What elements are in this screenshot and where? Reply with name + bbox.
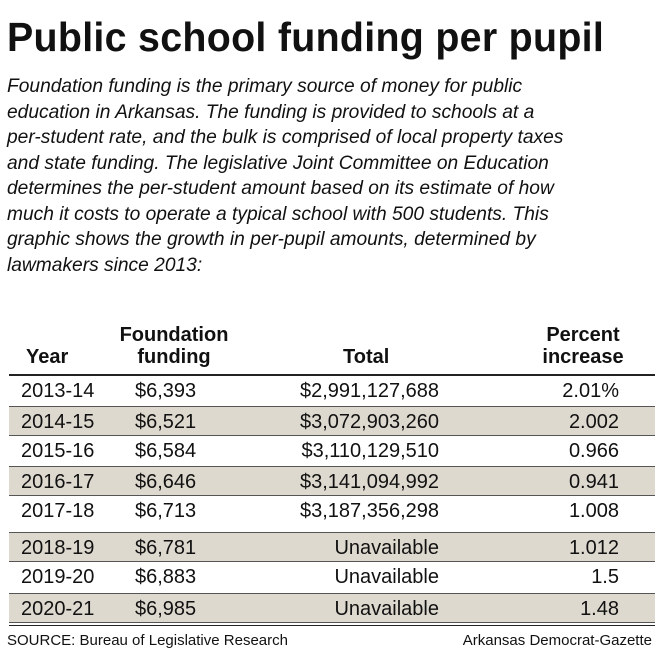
intro-line: lawmakers since 2013: <box>7 254 203 276</box>
header-year: Year <box>26 346 69 368</box>
table-row <box>9 496 655 526</box>
cell-year: 2018-19 <box>21 537 95 559</box>
cell-year: 2014-15 <box>21 411 95 433</box>
table-row <box>9 593 655 623</box>
cell-year: 2020-21 <box>21 598 95 620</box>
cell-percent: 1.48 <box>580 598 619 620</box>
cell-year: 2016-17 <box>21 471 95 493</box>
cell-percent: 1.012 <box>568 537 619 559</box>
cell-year: 2015-16 <box>21 440 95 462</box>
table-row <box>9 466 655 496</box>
header-funding-line2: funding <box>137 346 211 368</box>
header-funding-line1: Foundation <box>119 324 229 346</box>
table-row <box>9 406 655 436</box>
cell-total: Unavailable <box>334 598 439 620</box>
table-bottom-rule <box>9 625 655 626</box>
cell-funding: $6,393 <box>135 380 197 402</box>
intro-line: graphic shows the growth in per-pupil amounts, determined by <box>7 229 536 250</box>
header-percent-line1: Percent <box>546 324 620 346</box>
cell-percent: 2.002 <box>568 411 619 433</box>
cell-total: Unavailable <box>334 566 439 588</box>
intro-line: Foundation funding is the primary source of money for public <box>7 76 523 97</box>
cell-year: 2019-20 <box>21 566 95 588</box>
cell-percent: 1.5 <box>591 566 619 588</box>
intro-line: education in Arkansas. The funding is provided to schools at a <box>7 101 535 123</box>
cell-funding: $6,985 <box>135 598 197 620</box>
intro-line: much it costs to operate a typical school with 500 students. This <box>7 203 549 225</box>
cell-funding: $6,883 <box>135 566 197 588</box>
cell-total: $3,072,903,260 <box>299 411 439 433</box>
cell-funding: $6,781 <box>135 537 197 559</box>
intro-line: determines the per-student amount based on its estimate of how <box>7 178 554 199</box>
header-total: Total <box>343 346 390 368</box>
table-row <box>9 562 655 592</box>
header-funding <box>118 324 230 368</box>
cell-year: 2013-14 <box>21 380 95 402</box>
cell-total: $3,187,356,298 <box>299 500 439 522</box>
page-title: Public school funding per pupil <box>7 14 605 60</box>
cell-percent: 2.01% <box>562 380 619 402</box>
cell-funding: $6,521 <box>135 411 197 433</box>
cell-funding: $6,646 <box>135 471 197 493</box>
intro-paragraph <box>7 74 657 278</box>
cell-percent: 0.941 <box>568 471 619 493</box>
cell-total: Unavailable <box>334 537 439 559</box>
intro-line: per-student rate, and the bulk is comprised of local property taxes <box>7 127 564 148</box>
intro-line: and state funding. The legislative Joint Committee on Education <box>7 152 549 174</box>
cell-year: 2017-18 <box>21 500 95 522</box>
cell-total: $3,141,094,992 <box>299 471 439 493</box>
table-row <box>9 436 655 466</box>
cell-percent: 1.008 <box>568 500 619 522</box>
table-row <box>9 376 655 406</box>
cell-percent: 0.966 <box>568 440 619 462</box>
source-note: SOURCE: Bureau of Legislative Research <box>7 632 288 649</box>
header-percent-line2: increase <box>542 346 624 368</box>
publisher-credit: Arkansas Democrat-Gazette <box>462 632 652 649</box>
table-row <box>9 532 655 562</box>
cell-funding: $6,584 <box>135 440 197 462</box>
cell-total: $2,991,127,688 <box>299 380 439 402</box>
cell-funding: $6,713 <box>135 500 197 522</box>
header-percent <box>532 324 634 368</box>
cell-total: $3,110,129,510 <box>301 440 439 462</box>
